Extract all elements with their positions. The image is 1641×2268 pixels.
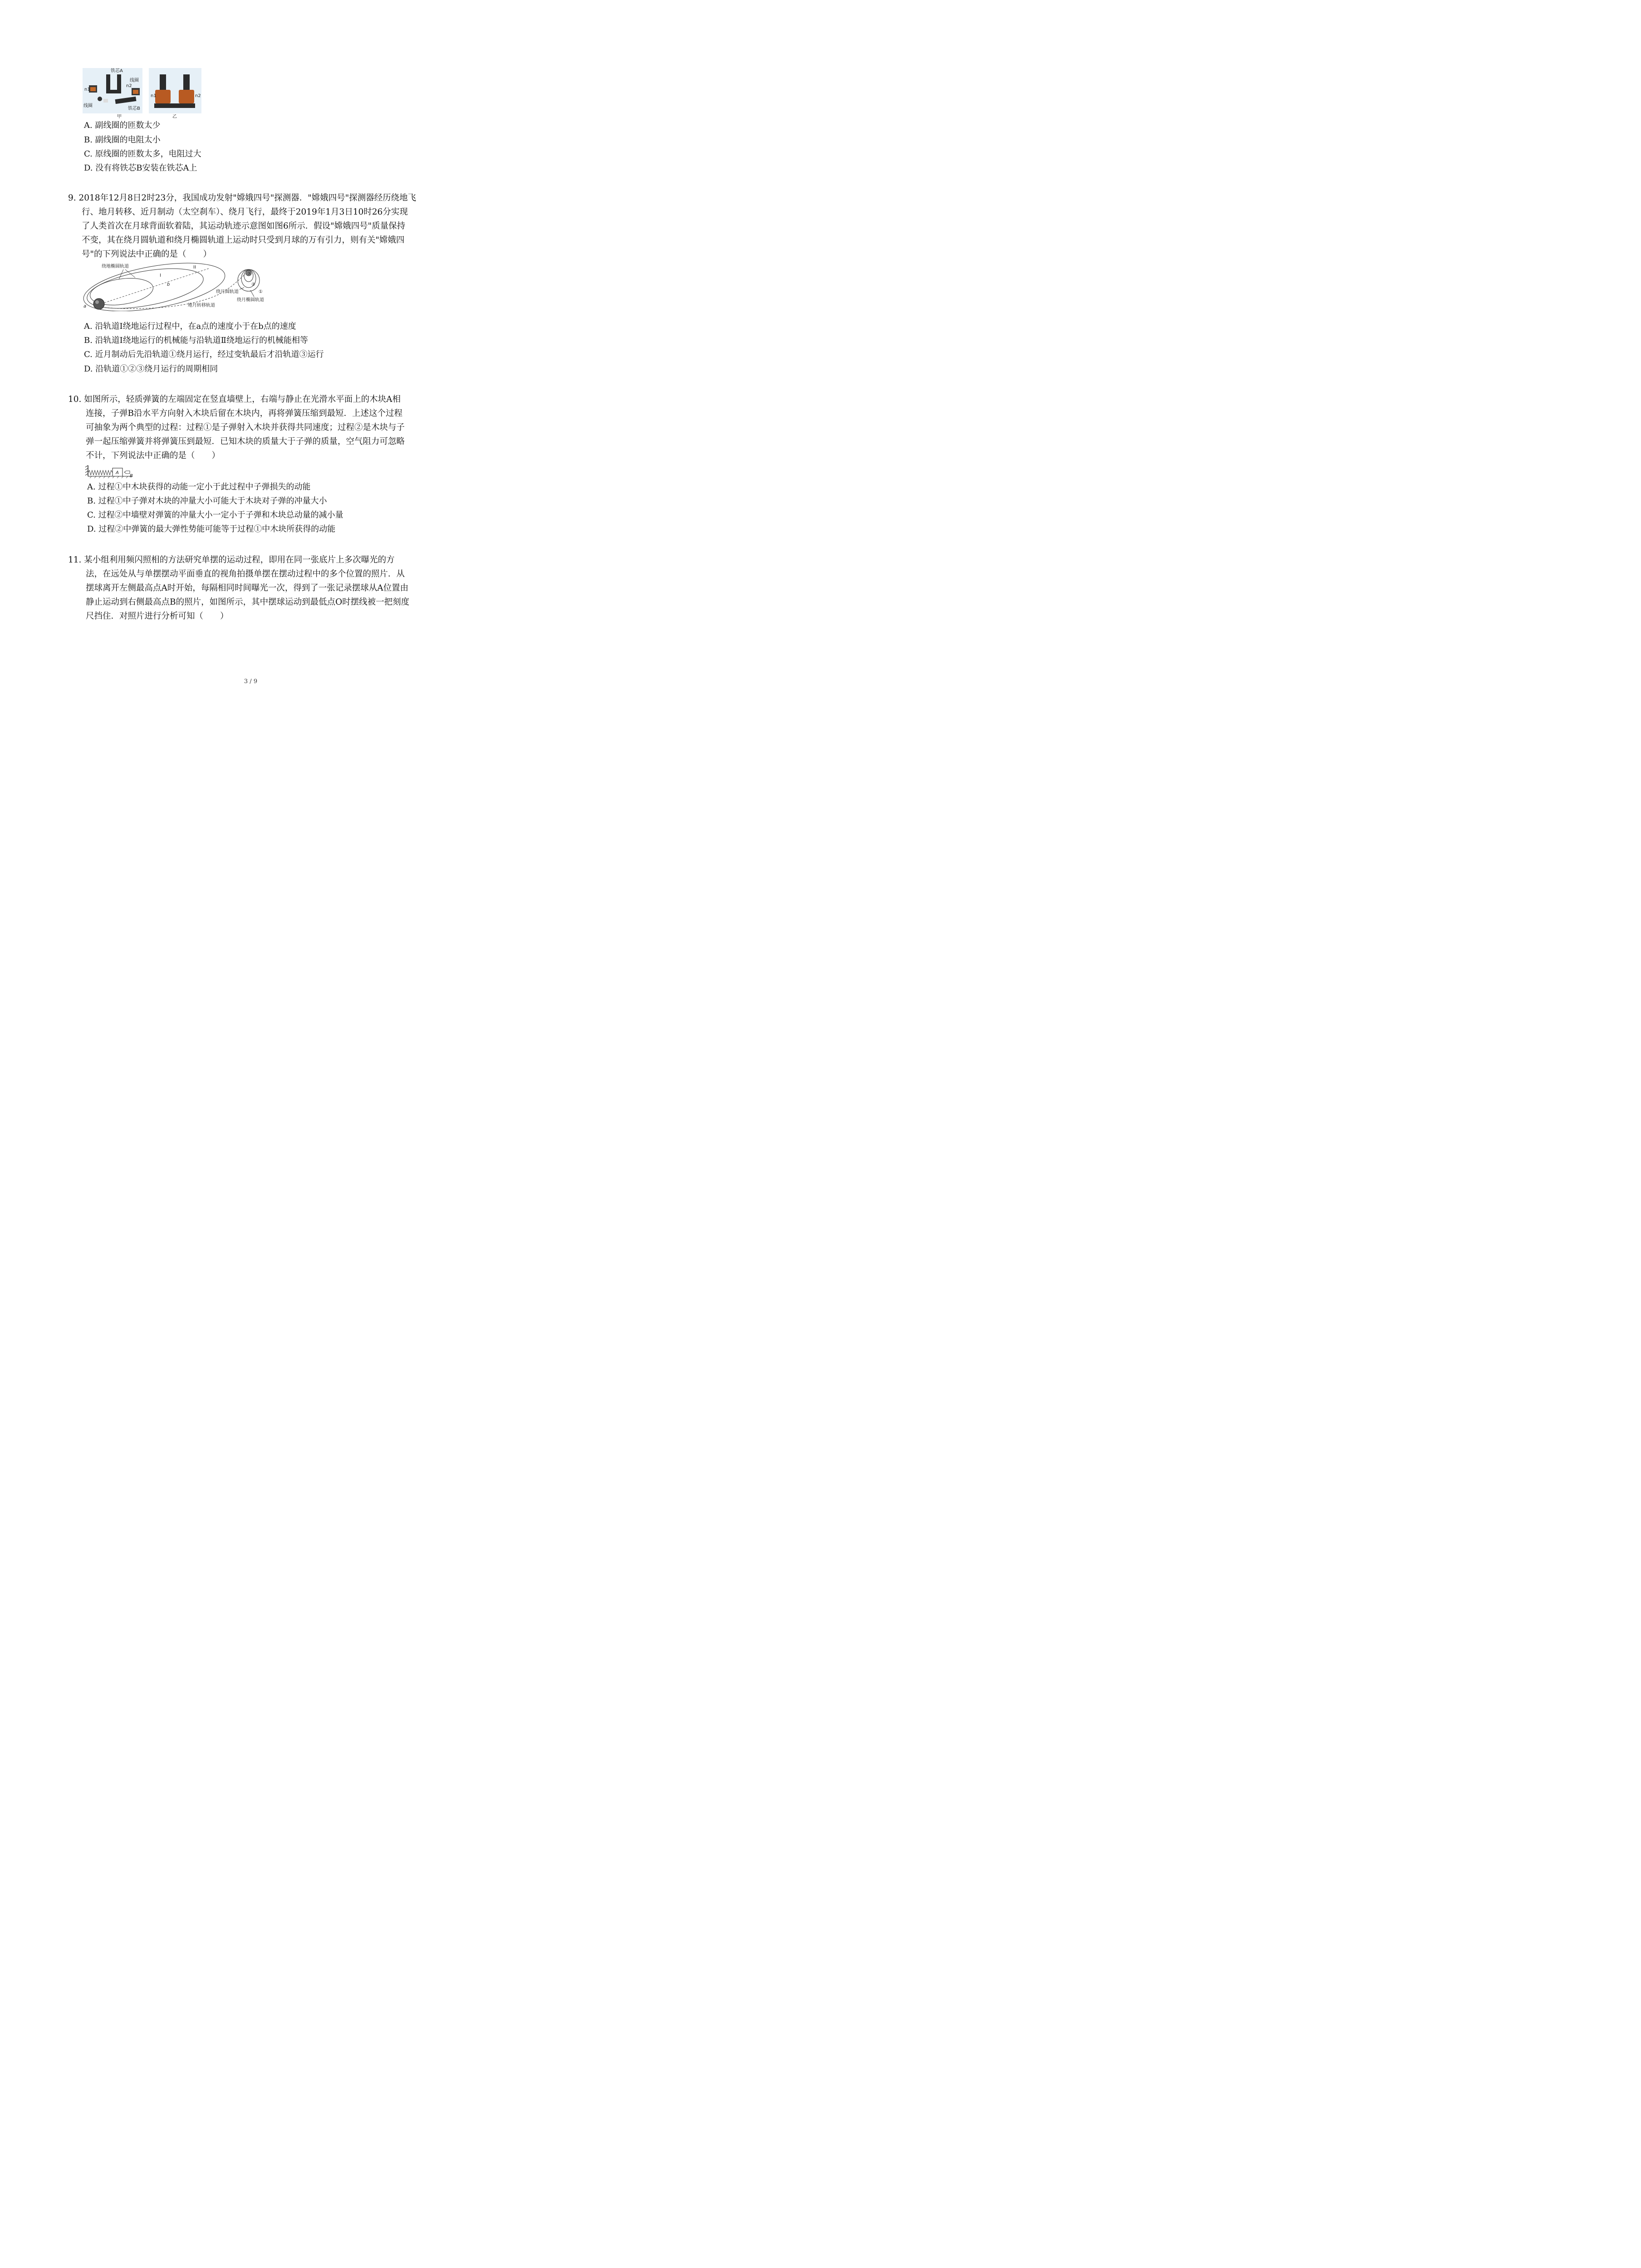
label-point-a: a (83, 304, 87, 309)
label-transfer-orbit: 地月转移轨道 (188, 303, 215, 308)
label-orbit-2: ② (251, 282, 255, 287)
q11-stem-line-4: 静止运动到右侧最高点B的照片，如图所示，其中摆球运动到最低点O时摆线被一把刻度 (86, 597, 410, 607)
q8-figure (83, 68, 201, 119)
label-n2-left: n2 (126, 83, 132, 88)
q9-option-b: B. 沿轨道Ⅰ绕地运行的机械能与沿轨道Ⅱ绕地运行的机械能相等 (84, 336, 309, 345)
core-a-base (106, 90, 121, 93)
q9-stem-line-2: 行、地月转移、近月制动（太空刹车）、绕月飞行，最终于2019年1月3日10时26分实现 (82, 207, 408, 217)
q10-option-b: B. 过程①中子弹对木块的冲量大小可能大于木块对子弹的冲量大小 (87, 496, 327, 506)
q9-option-a: A. 沿轨道Ⅰ绕地运行过程中，在a点的速度小于在b点的速度 (84, 322, 296, 331)
q10-option-a: A. 过程①中木块获得的动能一定小于此过程中子弹损失的动能 (87, 482, 311, 492)
small-coil (98, 97, 102, 101)
label-n2-right: n2 (195, 93, 201, 98)
q10-stem-line-4: 弹一起压缩弹簧并将弹簧压到最短．已知木块的质量大于子弹的质量，空气阻力可忽略 (86, 437, 405, 446)
assembled-coil-n2 (179, 90, 194, 103)
q8-option-b: B. 副线圈的电阻太小 (84, 135, 161, 145)
label-point-b: b (167, 282, 170, 287)
bullet-b (124, 471, 130, 474)
q10-stem-line-2: 连接，子弹B沿水平方向射入木块后留在木块内，再将弹簧压缩到最短．上述这个过程 (86, 409, 403, 418)
q11-stem-line-2: 法，在远处从与单摆摆动平面垂直的视角拍摄单摆在摆动过程中的多个位置的照片．从 (86, 569, 405, 579)
q9-stem-line-5: 号"的下列说法中正确的是（ ） (82, 249, 212, 259)
assembled-coil-n1 (155, 90, 171, 103)
label-moon-ellipse: 绕月椭圆轨道 (237, 298, 264, 303)
earth-icon (93, 298, 104, 309)
q8-option-d: D. 没有将铁芯B安装在铁芯A上 (84, 163, 197, 173)
label-earth-ellipse: 绕地椭圆轨道 (102, 264, 129, 269)
label-orbit-1: ① (259, 289, 263, 294)
label-orbit-i: I (160, 273, 161, 278)
label-coil-bottom: 线圈 (83, 103, 93, 108)
label-bullet-b: B (130, 474, 133, 479)
label-n1-right: n1 (151, 93, 157, 98)
q8-figure-svg (83, 68, 201, 119)
label-coil-top: 线圈 (130, 78, 139, 83)
label-core-b: 铁芯B (128, 106, 140, 111)
assembled-base (154, 103, 195, 108)
q10-stem-line-1: 10. 如图所示，轻质弹簧的左端固定在竖直墙壁上，右端与静止在光滑水平面上的木块A相 (68, 395, 401, 404)
q9-stem-line-1: 9. 2018年12月8日2时23分，我国成功发射"嫦娥四号"探测器．"嫦娥四号"探测器经历绕地飞 (68, 193, 416, 203)
q10-stem-line-5: 不计，下列说法中正确的是（ ） (86, 451, 220, 460)
label-core-a: 铁芯A (111, 68, 123, 73)
q9-orbit-svg (82, 262, 272, 311)
q9-stem-line-3: 了人类首次在月球背面软着陆，其运动轨迹示意图如图6所示．假设"嫦娥四号"质量保持 (82, 221, 406, 231)
label-block-a: A (116, 470, 119, 475)
q9-option-d: D. 沿轨道①②③绕月运行的周期相同 (84, 364, 218, 374)
q8-option-c: C. 原线圈的匝数太多，电阻过大 (84, 149, 201, 159)
q10-option-c: C. 过程②中墙壁对弹簧的冲量大小一定小于子弹和木块总动量的减小量 (87, 510, 343, 520)
q10-stem-line-3: 可抽象为两个典型的过程：过程①是子弹射入木块并获得共同速度；过程②是木块与子 (86, 423, 405, 432)
spring (88, 470, 113, 475)
q10-figure (85, 464, 135, 479)
label-moon-circle: 绕月圆轨道 (216, 289, 239, 294)
caption-yi: 乙 (172, 114, 177, 119)
label-orbit-ii: II (193, 265, 196, 270)
q11-stem-line-1: 11. 某小组利用频闪照相的方法研究单摆的运动过程，即用在同一张底片上多次曝光的方 (68, 555, 395, 565)
q11-stem-line-5: 尺挡住．对照片进行分析可知（ ） (86, 611, 229, 621)
caption-jia: 甲 (117, 114, 122, 119)
q9-figure (82, 262, 272, 311)
q9-option-c: C. 近月制动后先沿轨道①绕月运行，经过变轨最后才沿轨道③运行 (84, 350, 324, 359)
label-n1-left: n1 (84, 87, 90, 92)
q9-stem-line-4: 不变，其在绕月圆轨道和绕月椭圆轨道上运动时只受到月球的万有引力，则有关"嫦娥四 (82, 235, 405, 245)
q10-option-d: D. 过程②中弹簧的最大弹性势能可能等于过程①中木块所获得的动能 (87, 524, 336, 534)
q11-stem-line-3: 摆球离开左侧最高点A时开始，每隔相同时间曝光一次，得到了一张记录摆球从A位置由 (86, 583, 409, 593)
major-axis-dashed (95, 269, 209, 306)
q10-spring-svg (85, 464, 135, 479)
q8-option-a: A. 副线圈的匝数太少 (84, 121, 161, 130)
label-orbit-3: ③ (247, 271, 251, 276)
page-number: 3 / 9 (244, 678, 258, 685)
